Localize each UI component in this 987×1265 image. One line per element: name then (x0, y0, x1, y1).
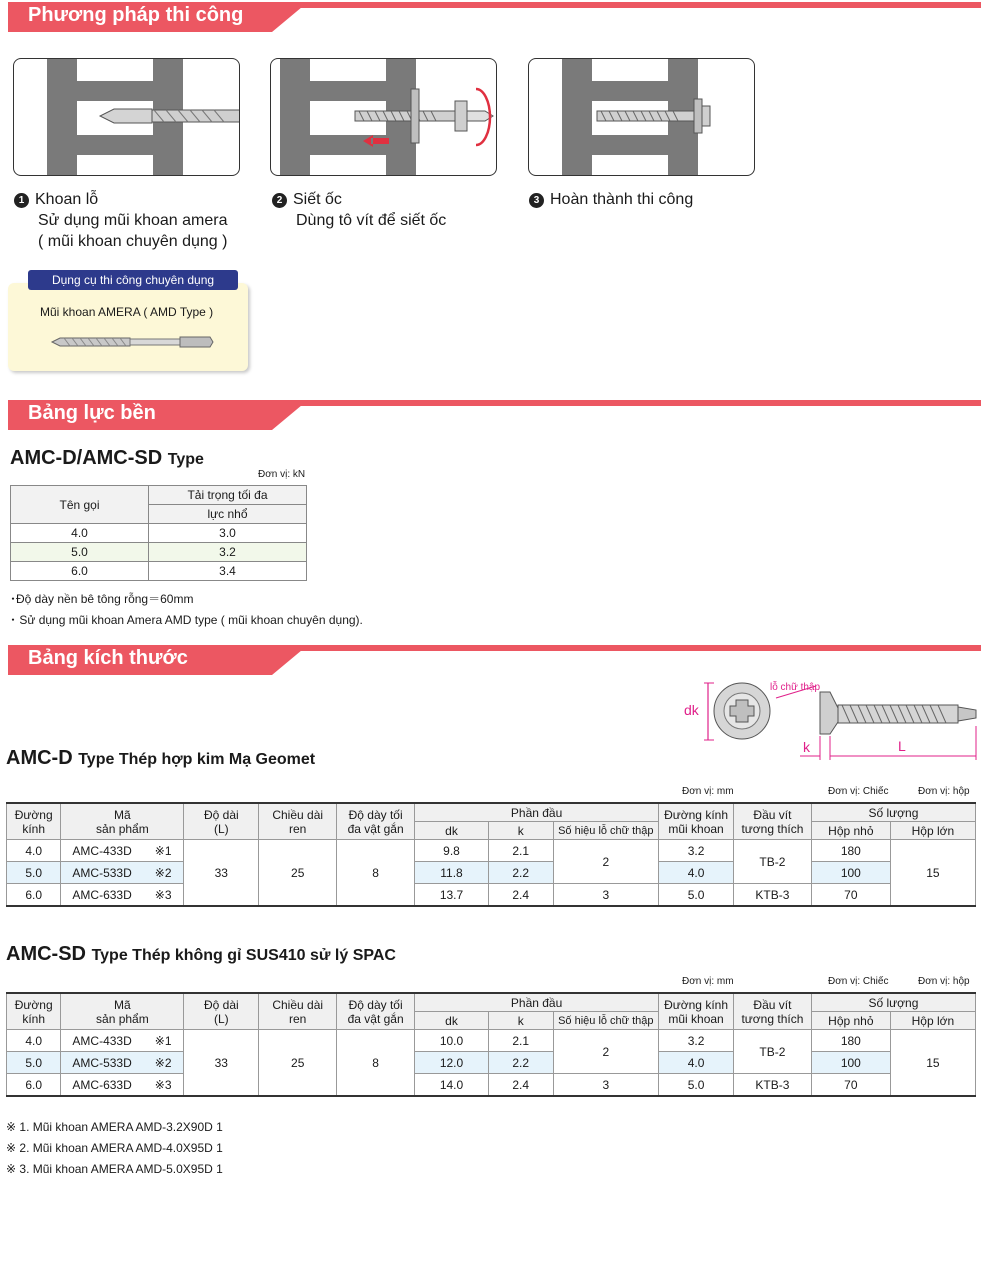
step-number: 1 (14, 193, 29, 208)
table-cell: Hộp nhỏ (811, 822, 890, 840)
table-d-title: AMC-D Type Thép hợp kim Mạ Geomet (6, 747, 316, 769)
table-cell: 3 (553, 884, 659, 907)
table-cell: 6.0 (7, 884, 61, 907)
table-cell: dk (415, 1012, 489, 1030)
table-row (7, 1074, 976, 1097)
table-cell: AMC-433D (61, 1030, 143, 1052)
table-cell: 2.4 (488, 884, 553, 907)
table-cell: 5.0 (659, 884, 734, 907)
table-cell: AMC-433D (61, 840, 143, 862)
unit-piece: Đơn vị: Chiếc (828, 976, 889, 987)
unit-mm: Đơn vị: mm (682, 786, 734, 797)
strength-table (10, 485, 307, 581)
table-cell: KTB-3 (733, 884, 811, 907)
table-row (7, 840, 976, 862)
table-cell: Độ dày tối đa vật gắn (337, 803, 415, 840)
table-cell: KTB-3 (733, 1074, 811, 1097)
table-cell: Đường kính (7, 993, 61, 1030)
table-cell: 8 (337, 840, 415, 907)
cross-hole-label: lỗ chữ thập (770, 682, 821, 693)
table-cell: 33 (184, 840, 259, 907)
table-cell: ※3 (143, 884, 184, 907)
table-cell: 2.1 (488, 1030, 553, 1052)
step-description-note: ( mũi khoan chuyên dụng ) (38, 233, 228, 250)
unit-mm: Đơn vị: mm (682, 976, 734, 987)
table-cell: 11.8 (415, 862, 489, 884)
step-number: 2 (272, 193, 287, 208)
table-cell: ※1 (143, 840, 184, 862)
table-cell: 14.0 (415, 1074, 489, 1097)
table-row (7, 884, 976, 907)
table-cell: Phần đầu (415, 803, 659, 822)
step-title: Siết ốc (293, 191, 342, 208)
table-cell: Đường kính mũi khoan (659, 993, 734, 1030)
step-2-illustration (270, 58, 497, 176)
table-cell: Đầu vít tương thích (733, 803, 811, 840)
table-cell: 5.0 (11, 543, 149, 562)
table-cell: Mã sản phẩm (61, 803, 184, 840)
L-label: L (898, 738, 906, 754)
unit-piece: Đơn vị: Chiếc (828, 786, 889, 797)
table-cell: 15 (890, 1030, 975, 1097)
table-cell: dk (415, 822, 489, 840)
section-title: Bảng kích thước (28, 647, 188, 669)
table-cell: 25 (259, 840, 337, 907)
table-cell: 2 (553, 840, 659, 884)
table-cell: Mã sản phẩm (61, 993, 184, 1030)
table-cell: 2.4 (488, 1074, 553, 1097)
table-cell: 6.0 (11, 562, 149, 581)
table-cell: k (488, 822, 553, 840)
footnote: ※ 3. Mũi khoan AMERA AMD-5.0X95D 1 (6, 1162, 223, 1176)
table-cell: 2.1 (488, 840, 553, 862)
table-cell: Hộp nhỏ (811, 1012, 890, 1030)
table-cell: 2.2 (488, 1052, 553, 1074)
table-cell: 3.0 (149, 524, 307, 543)
table-cell: Chiều dài ren (259, 993, 337, 1030)
table-row (7, 862, 976, 884)
strength-table-title: AMC-D/AMC-SD Type (10, 447, 204, 469)
table-cell: 6.0 (7, 1074, 61, 1097)
table-cell: Đường kính (7, 803, 61, 840)
table-cell: Phần đầu (415, 993, 659, 1012)
table-cell: Độ dài (L) (184, 993, 259, 1030)
table-cell: 25 (259, 1030, 337, 1097)
table-cell: 4.0 (7, 840, 61, 862)
table-cell: 3 (553, 1074, 659, 1097)
table-cell: Số lượng (811, 993, 975, 1012)
table-cell: AMC-633D (61, 884, 143, 907)
table-cell: ※1 (143, 1030, 184, 1052)
section-title: Phương pháp thi công (28, 4, 244, 26)
footnote: ※ 1. Mũi khoan AMERA AMD-3.2X90D 1 (6, 1120, 223, 1134)
table-cell: 4.0 (11, 524, 149, 543)
table-cell: TB-2 (733, 1030, 811, 1074)
table-cell: 100 (811, 1052, 890, 1074)
table-cell: 3.4 (149, 562, 307, 581)
dk-label: dk (684, 702, 699, 718)
table-row (7, 1052, 976, 1074)
col-name: Tên gọi (11, 486, 149, 524)
table-cell: Hộp lớn (890, 822, 975, 840)
table-cell: 5.0 (659, 1074, 734, 1097)
dimension-table-sd (6, 992, 976, 1097)
unit-box: Đơn vị: hộp (918, 786, 970, 797)
table-cell: 100 (811, 862, 890, 884)
table-cell: Hộp lớn (890, 1012, 975, 1030)
table-cell: 4.0 (659, 1052, 734, 1074)
table-cell: 33 (184, 1030, 259, 1097)
table-cell: 3.2 (659, 840, 734, 862)
table-cell: TB-2 (733, 840, 811, 884)
table-cell: 12.0 (415, 1052, 489, 1074)
table-cell: 5.0 (7, 862, 61, 884)
tool-tag: Dụng cụ thi công chuyên dụng (28, 270, 238, 290)
table-cell: 4.0 (659, 862, 734, 884)
tool-label: Mũi khoan AMERA ( AMD Type ) (40, 305, 214, 319)
table-cell: 5.0 (7, 1052, 61, 1074)
col-pull-out: lực nhổ (149, 505, 307, 524)
section-header-dimension (8, 645, 981, 675)
table-cell: 180 (811, 840, 890, 862)
footnote: ※ 2. Mũi khoan AMERA AMD-4.0X95D 1 (6, 1141, 223, 1155)
special-tool-box (8, 273, 248, 371)
table-row (11, 562, 307, 581)
table-cell: 70 (811, 884, 890, 907)
step-3 (529, 189, 693, 210)
table-cell: 180 (811, 1030, 890, 1052)
table-cell: 10.0 (415, 1030, 489, 1052)
k-label: k (803, 739, 810, 755)
step-description: Dùng tô vít để siết ốc (296, 212, 447, 229)
table-cell: 4.0 (7, 1030, 61, 1052)
drill-bit-image (50, 335, 215, 349)
step-1 (14, 189, 227, 252)
table-row (11, 543, 307, 562)
table-cell: Độ dày tối đa vật gắn (337, 993, 415, 1030)
dimension-table-d (6, 802, 976, 907)
table-cell: 9.8 (415, 840, 489, 862)
table-cell: Chiều dài ren (259, 803, 337, 840)
table-cell: Số hiệu lỗ chữ thập (553, 822, 659, 840)
unit-box: Đơn vị: hộp (918, 976, 970, 987)
strength-unit: Đơn vị: kN (258, 469, 306, 480)
table-cell: 2 (553, 1030, 659, 1074)
table-cell: 70 (811, 1074, 890, 1097)
step-number: 3 (529, 193, 544, 208)
table-cell: k (488, 1012, 553, 1030)
table-cell: AMC-533D (61, 862, 143, 884)
step-3-illustration (528, 58, 755, 176)
strength-note: ･ Sử dụng mũi khoan Amera AMD type ( mũi khoan chuyên dụng). (10, 613, 363, 627)
step-1-illustration (13, 58, 240, 176)
table-cell: ※2 (143, 862, 184, 884)
table-row (11, 524, 307, 543)
table-cell: 2.2 (488, 862, 553, 884)
step-description: Sử dụng mũi khoan amera (38, 212, 228, 229)
table-cell: AMC-633D (61, 1074, 143, 1097)
step-title: Hoàn thành thi công (550, 191, 694, 208)
section-header-method (8, 2, 981, 32)
col-max-load: Tải trọng tối đa (149, 486, 307, 505)
section-header-strength (8, 400, 981, 430)
section-title: Bảng lực bền (28, 402, 156, 424)
table-cell: 15 (890, 840, 975, 907)
table-row (7, 1030, 976, 1052)
table-cell: Số hiệu lỗ chữ thập (553, 1012, 659, 1030)
table-cell: 13.7 (415, 884, 489, 907)
table-sd-title: AMC-SD Type Thép không gỉ SUS410 sử lý SPAC (6, 943, 396, 965)
table-cell: Số lượng (811, 803, 975, 822)
table-cell: 3.2 (149, 543, 307, 562)
table-cell: Độ dài (L) (184, 803, 259, 840)
strength-note: ･Độ dày nền bê tông rỗng＝60mm (10, 592, 194, 606)
table-cell: Đường kính mũi khoan (659, 803, 734, 840)
table-cell: AMC-533D (61, 1052, 143, 1074)
table-cell: Đầu vít tương thích (733, 993, 811, 1030)
step-2 (272, 189, 446, 231)
screw-dimension-diagram (680, 678, 980, 763)
table-cell: ※3 (143, 1074, 184, 1097)
table-cell: ※2 (143, 1052, 184, 1074)
table-cell: 3.2 (659, 1030, 734, 1052)
table-cell: 8 (337, 1030, 415, 1097)
step-title: Khoan lỗ (35, 191, 99, 208)
